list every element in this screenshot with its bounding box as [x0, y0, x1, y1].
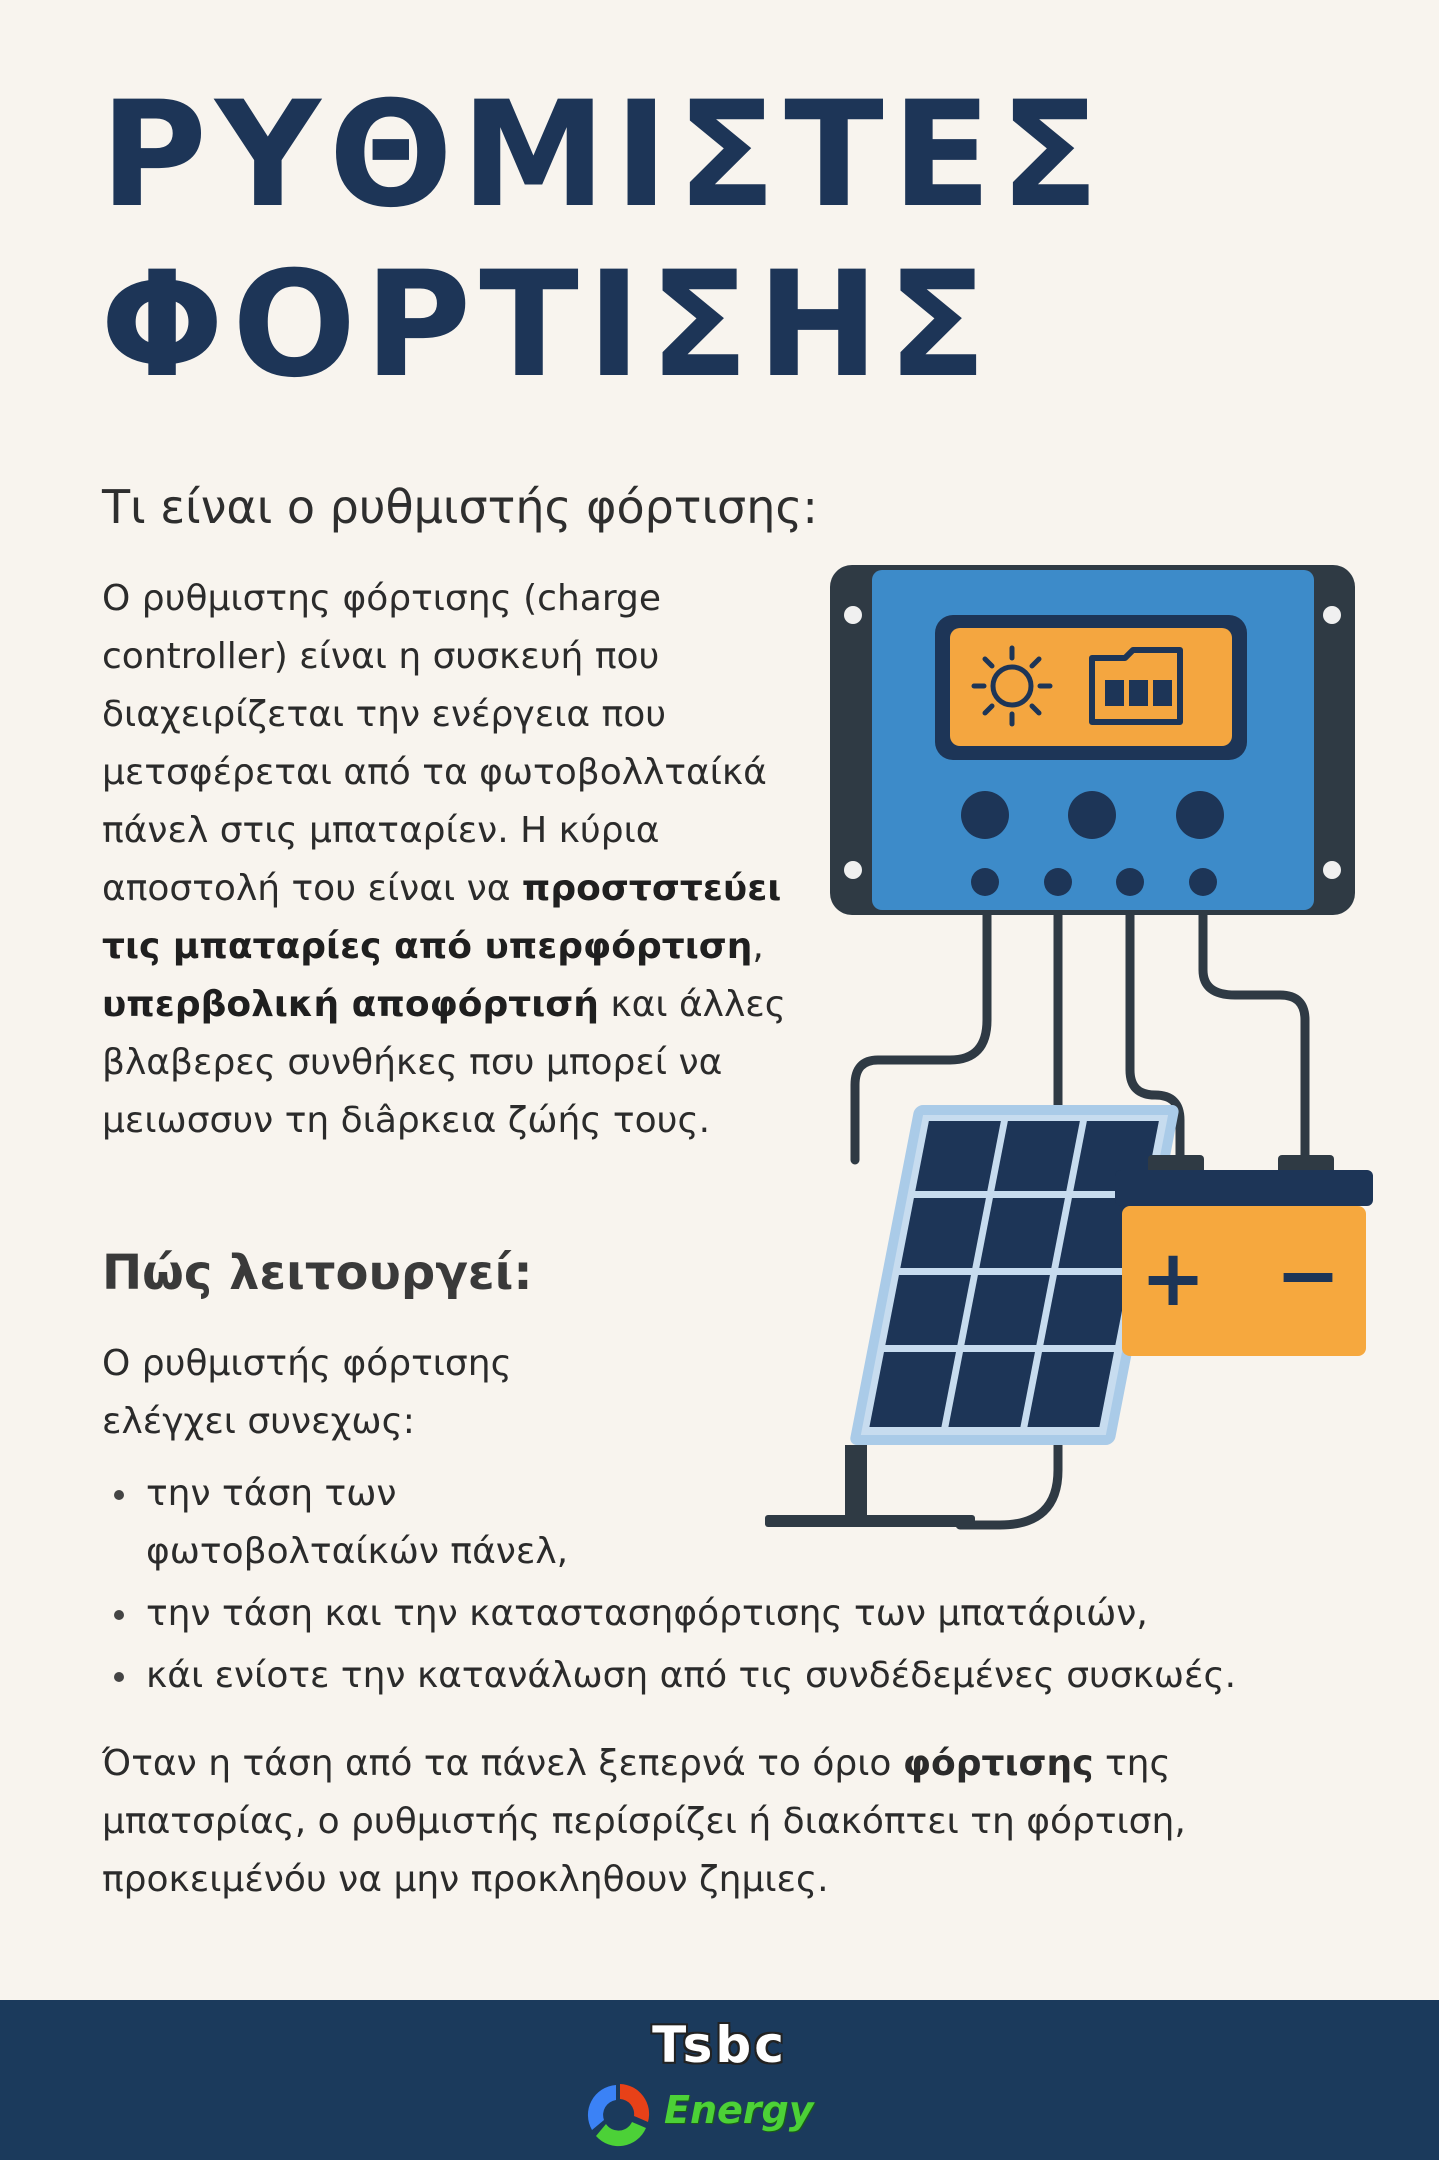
final-bold: φόρτισης [902, 1743, 1094, 1784]
terminal [1189, 868, 1217, 896]
brand-logo-text: Tsbc [652, 2016, 787, 2074]
final-text-1: Όταν η τάση από τα πάνελ ξεπερνά το όριο [102, 1743, 903, 1784]
how-intro: Ο ρυθμιστής φόρτισης ελέγχει συνεχως: [102, 1343, 512, 1442]
control-button [961, 791, 1009, 839]
brand-logo-sub: Energy [664, 2088, 814, 2132]
solar-panel [765, 1105, 1180, 1527]
what-heading: Τι είναι ο ρυθμιστής φόρτισης: [102, 480, 818, 534]
plus-icon: + [1140, 1234, 1206, 1324]
charge-controller [830, 565, 1355, 915]
brand-logo [580, 2078, 860, 2150]
terminal [1044, 868, 1072, 896]
what-text-2: , [752, 926, 764, 967]
title-line-2: ΦΟΡΤΙΣΗΣ [100, 240, 995, 410]
title-line-1: ΡΥΘΜΙΣΤΕΣ [100, 70, 1108, 240]
list-item: κάι ενίοτε την κατανάλωση από τις συνδέδεμένες συσκωές. [102, 1647, 1302, 1705]
cable-battery-neg [1203, 910, 1305, 1175]
battery [1115, 1155, 1373, 1356]
control-button [1176, 791, 1224, 839]
page-title [100, 70, 1107, 410]
terminal [1116, 868, 1144, 896]
terminal [971, 868, 999, 896]
list-item: την τάση των φωτοβολταίκών πάνελ, [102, 1465, 626, 1581]
final-paragraph [102, 1735, 1252, 1909]
footer [0, 2000, 1439, 2160]
what-text-3: και άλλες βλαβερες συνθήκες πσυ μπορεί να μειωσσυν τη διâρκεια ζώής τους. [102, 984, 786, 1141]
system-illustration [660, 550, 1380, 1540]
what-bold-2: υπερβολική αποφόρτισή [102, 984, 599, 1025]
how-heading: Πώς λειτουργεί: [102, 1245, 533, 1301]
list-item: την τάση και την καταστασηφόρτισης των μπατάριών, [102, 1585, 1302, 1643]
what-text-1: Ο ρυθμιστης φόρτισης (charge controller) είναι η συσκευή που διαχειρίζεται την ενέργεια που μετσφέρεται από τα φωτοβολλταίκά πάνελ στις μπαταρίεν. Η κύρια αποστολή του είναι να [102, 578, 767, 909]
control-button [1068, 791, 1116, 839]
what-bold-1: προστστεύει τις μπαταρίες από υπερφόρτιση [102, 868, 782, 967]
energy-logo-icon [580, 2078, 660, 2150]
final-text-2: της μπατσρίας, ο ρυθμιστής περίσρίζει ή διακόπτει τη φόρτιση, προκειμένόυ να μην προκληθουν ζημιες. [102, 1743, 1186, 1900]
minus-icon: − [1275, 1231, 1341, 1321]
